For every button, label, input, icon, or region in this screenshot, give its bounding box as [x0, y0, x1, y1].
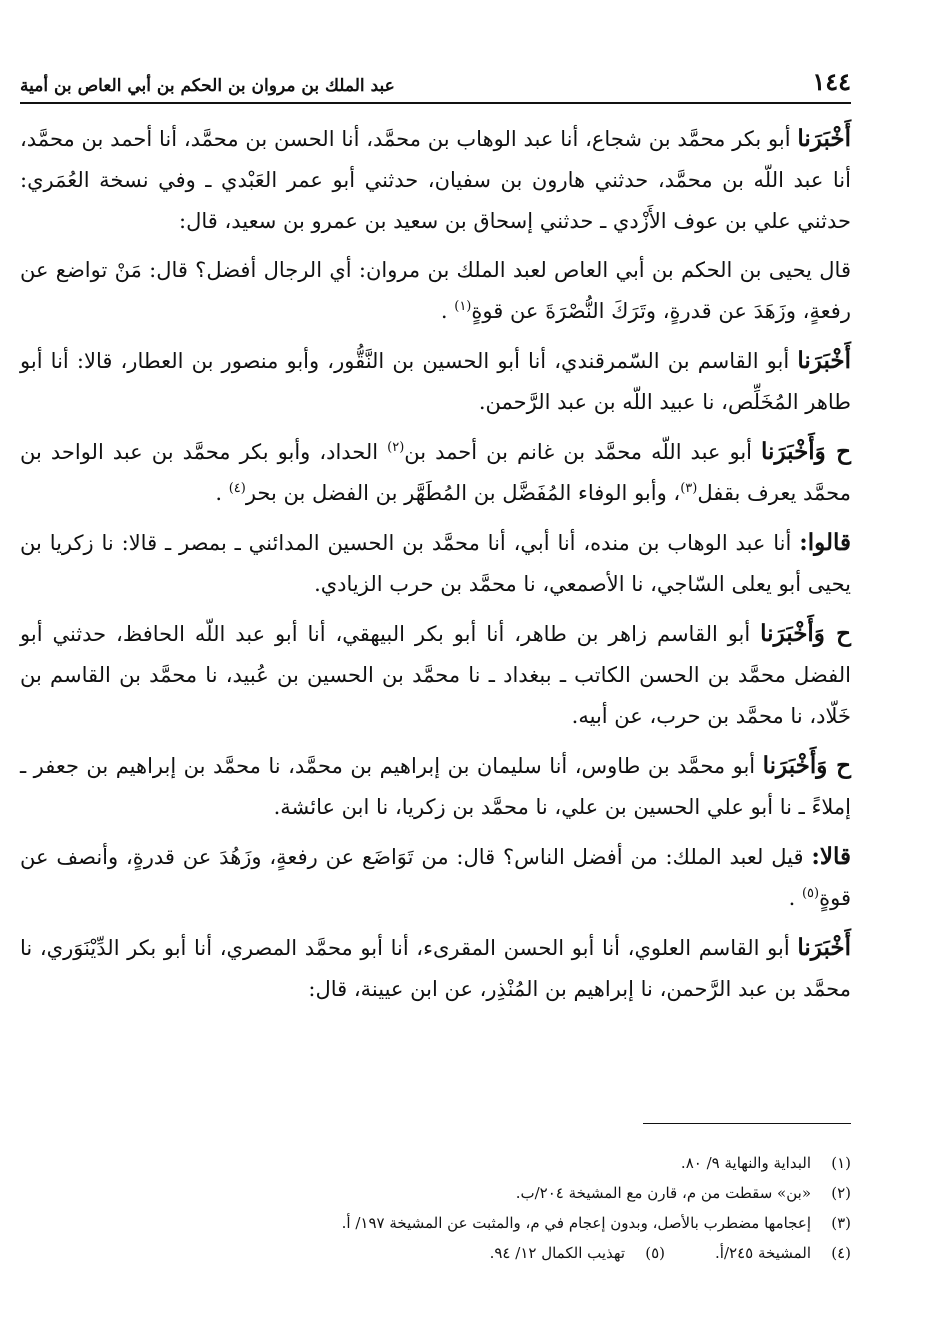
footnote-2 — [20, 1178, 851, 1208]
footnote-ref-2[interactable]: (٢) — [387, 440, 405, 455]
footnote-ref-4[interactable]: (٤) — [228, 481, 246, 496]
paragraph-text: أبو محمَّد بن طاوس، أنا سليمان بن إبراهيم بن محمَّد، نا محمَّد بن إبراهيم بن جعفر ـ إملاءً ـ نا أبو علي الحسين بن علي، نا محمَّد بن زكريا، نا ابن عائشة. — [20, 754, 851, 819]
paragraph-text: أبو القاسم زاهر بن طاهر، أنا أبو بكر البيهقي، أنا أبو عبد اللّه الحافظ، حدثني أبو الفضل محمَّد بن الحسن الكاتب ـ ببغداد ـ نا محمَّد بن الحسين بن عُبيد، نا محمَّد بن القاسم بن خَلّاد، نا محمَّد بن حرب، عن أبيه. — [20, 622, 851, 728]
narration-lead: أَخْبَرَنا — [797, 125, 852, 152]
footnote-ref-3[interactable]: (٣) — [680, 481, 698, 496]
narration-lead: قالوا: — [799, 529, 851, 556]
paragraph-text: أبو القاسم العلوي، أنا أبو الحسن المقرىء، أنا أبو محمَّد المصري، أنا أبو بكر الدِّيْنَوَري، نا محمَّد بن عبد الرَّحمن، نا إبراهيم بن المُنْذِر، عن ابن عيينة، قال: — [20, 936, 851, 1001]
paragraph-text: أبو بكر محمَّد بن شجاع، أنا عبد الوهاب بن محمَّد، أنا الحسن بن محمَّد، أنا أحمد بن محمَّد، أنا عبد اللّه بن محمَّد، حدثني هارون بن سفيان، حدثني أبو عمر العَبْدي ـ وفي نسخة العُمَري: حدثني علي بن عوف الأَزْدي ـ حدثني إسحاق بن سعيد بن عمرو بن سعيد، قال: — [20, 127, 851, 233]
footnote-row-4-5 — [20, 1238, 851, 1268]
paragraph-text: أبو القاسم بن السّمرقندي، أنا أبو الحسين بن النَّقُّور، وأبو منصور بن العطار، قالا: أنا أبو طاهر المُخَلِّص، نا عبيد اللّه بن عبد الرَّحمن. — [20, 349, 851, 414]
paragraph-text-cont: ، وأبو الوفاء المُفَضَّل بن المُطَهَّر بن الفضل بن بحر — [245, 481, 681, 505]
paragraph-text: أبو عبد اللّه محمَّد بن غانم بن أحمد بن — [404, 440, 762, 464]
footnote-text: البداية والنهاية ٩/ ٨٠. — [680, 1154, 811, 1172]
narration-lead: أَخْبَرَنا — [797, 934, 851, 961]
footnote-number: (٥) — [645, 1244, 666, 1262]
footnote-number: (٤) — [831, 1244, 851, 1262]
footnote-3 — [20, 1208, 851, 1238]
paragraph-1 — [20, 118, 851, 242]
paragraph-4 — [20, 431, 851, 514]
footnote-5 — [490, 1238, 665, 1268]
paragraph-tail: . — [440, 299, 455, 323]
paragraph-3 — [20, 340, 851, 423]
footnote-4 — [715, 1238, 851, 1268]
footnotes — [20, 1148, 851, 1268]
paragraph-7 — [20, 745, 851, 828]
paragraph-5 — [20, 522, 851, 605]
page-header — [20, 64, 851, 104]
paragraph-tail: . — [788, 886, 802, 910]
footnote-number: (٣) — [831, 1214, 851, 1232]
narration-lead: قالا: — [811, 843, 851, 870]
narration-lead: أَخْبَرَنا — [797, 347, 851, 374]
narration-lead: ح وَأَخْبَرَنا — [762, 752, 852, 779]
footnote-1 — [20, 1148, 851, 1178]
page-number: ١٤٤ — [812, 67, 851, 96]
narration-lead: ح وَأَخْبَرَنا — [760, 620, 851, 647]
narration-lead: ح وَأَخْبَرَنا — [761, 438, 851, 465]
paragraph-text-cont: الحداد، وأبو بكر محمَّد بن عبد الواحد بن محمَّد يعرف بقفل — [20, 440, 851, 505]
paragraph-tail: . — [215, 481, 229, 505]
footnote-text: تهذيب الكمال ١٢/ ٩٤. — [489, 1244, 626, 1262]
paragraph-text: قال يحيى بن الحكم بن أبي العاص لعبد الملك بن مروان: أي الرجال أفضل؟ قال: مَنْ تواضع عن رفعةٍ، وزَهَدَ عن قدرةٍ، وتَرَكَ النُّصْرَةَ عن قوةٍ — [20, 258, 851, 323]
paragraph-9 — [20, 927, 851, 1010]
footnote-number: (١) — [831, 1154, 851, 1172]
paragraph-2 — [20, 250, 851, 332]
paragraph-6 — [20, 613, 851, 737]
running-title: عبد الملك بن مروان بن الحكم بن أبي العاص بن أمية — [20, 76, 395, 96]
footnote-text: المشيخة ٢٤٥/أ. — [715, 1244, 811, 1262]
footnote-text: إعجامها مضطرب بالأصل، وبدون إعجام في م، والمثبت عن المشيخة ١٩٧/ أ. — [341, 1214, 811, 1232]
main-text — [20, 118, 851, 1018]
paragraph-text: قيل لعبد الملك: من أفضل الناس؟ قال: من تَوَاضَع عن رفعةٍ، وزَهُدَ عن قدرةٍ، وأنصف عن قوةٍ — [20, 845, 851, 910]
paragraph-text: أنا عبد الوهاب بن منده، أنا أبي، أنا محمَّد بن الحسين المدائني ـ بمصر ـ قالا: نا زكريا بن يحيى أبو يعلى السّاجي، نا الأصمعي، نا محمَّد بن حرب الزيادي. — [20, 531, 851, 596]
footnote-text: «بن» سقطت من م، قارن مع المشيخة ٢٠٤/ب. — [515, 1184, 811, 1202]
footnote-number: (٢) — [831, 1184, 851, 1202]
footnote-ref-5[interactable]: (٥) — [801, 886, 820, 901]
footnote-divider — [643, 1123, 851, 1124]
paragraph-8 — [20, 836, 851, 919]
footnote-ref-1[interactable]: (١) — [454, 299, 472, 314]
